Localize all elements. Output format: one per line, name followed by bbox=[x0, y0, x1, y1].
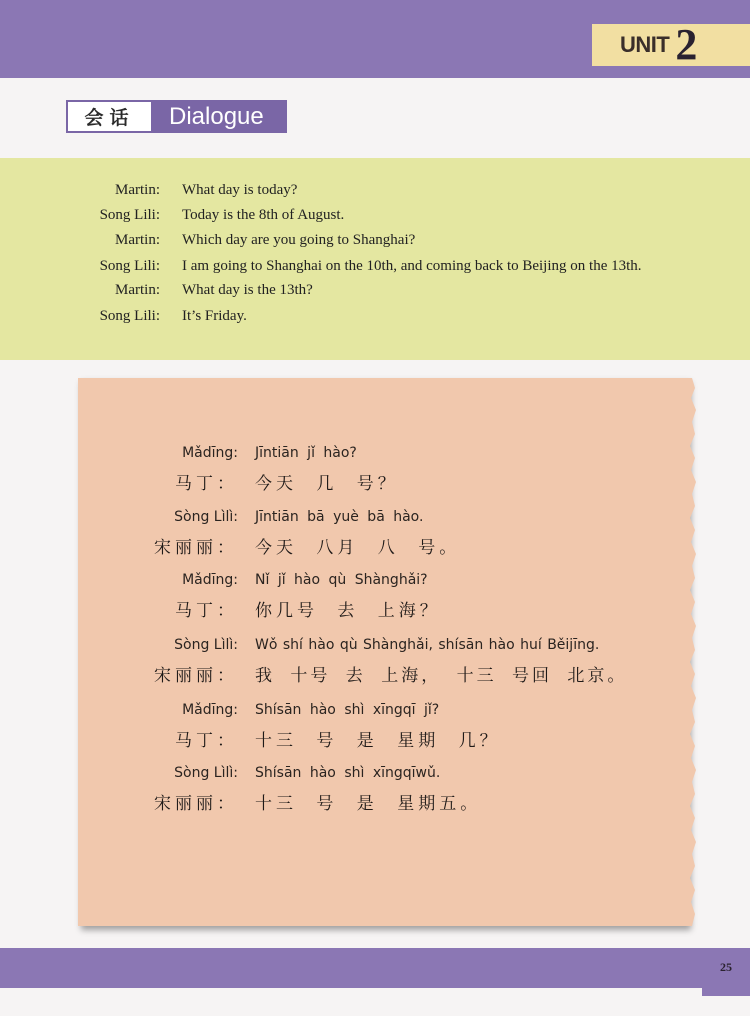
pinyin-speaker: Mǎdīng: bbox=[182, 572, 238, 588]
english-line bbox=[0, 308, 750, 330]
english-speaker: Martin: bbox=[115, 282, 160, 298]
hanzi-speaker: 马丁： bbox=[175, 474, 238, 494]
english-dialogue bbox=[0, 158, 750, 360]
hanzi-speaker: 宋丽丽： bbox=[154, 794, 238, 814]
pinyin-speaker: Sòng Lìlì: bbox=[174, 637, 238, 653]
pinyin-speaker: Sòng Lìlì: bbox=[174, 765, 238, 781]
section-title-english: Dialogue bbox=[153, 100, 287, 133]
english-text: Today is the 8th of August. bbox=[182, 207, 345, 223]
hanzi-speaker: 宋丽丽： bbox=[154, 538, 238, 558]
english-text: What day is the 13th? bbox=[182, 282, 313, 298]
hanzi-speaker: 宋丽丽： bbox=[154, 666, 238, 686]
hanzi-line bbox=[78, 533, 688, 557]
english-speaker: Martin: bbox=[115, 182, 160, 198]
pinyin-line bbox=[78, 637, 688, 661]
pinyin-text: Shísān hào shì xīngqīwǔ. bbox=[255, 765, 441, 781]
english-text: I am going to Shanghai on the 10th, and coming back to Beijing on the 13th. bbox=[182, 258, 642, 274]
pinyin-text: Jīntiān bā yuè bā hào. bbox=[255, 509, 424, 525]
pinyin-line bbox=[78, 572, 688, 596]
hanzi-line bbox=[78, 789, 688, 813]
pinyin-text: Wǒ shí hào qù Shànghǎi, shísān hào huí Běijīng. bbox=[255, 637, 600, 653]
hanzi-line bbox=[78, 469, 688, 493]
pinyin-line bbox=[78, 765, 688, 789]
english-line bbox=[0, 182, 750, 204]
pinyin-text: Nǐ jǐ hào qù Shànghǎi? bbox=[255, 572, 428, 588]
unit-tab bbox=[592, 20, 750, 69]
english-speaker: Song Lili: bbox=[99, 308, 160, 324]
hanzi-text: 十三 号 是 星期五。 bbox=[255, 794, 482, 814]
english-speaker: Martin: bbox=[115, 232, 160, 248]
pinyin-text: Shísān hào shì xīngqī jǐ? bbox=[255, 702, 440, 718]
hanzi-text: 今天 八月 八 号。 bbox=[255, 538, 461, 558]
hanzi-line bbox=[78, 661, 688, 685]
hanzi-text: 我 十号 去 上海， 十三 号回 北京。 bbox=[255, 666, 628, 686]
hanzi-line bbox=[78, 726, 688, 750]
section-title bbox=[66, 100, 287, 133]
pinyin-line bbox=[78, 702, 688, 726]
english-line bbox=[0, 282, 750, 304]
hanzi-speaker: 马丁： bbox=[175, 731, 238, 751]
english-line bbox=[0, 207, 750, 229]
english-speaker: Song Lili: bbox=[99, 258, 160, 274]
section-title-chinese: 会话 bbox=[66, 100, 153, 133]
english-line bbox=[0, 258, 750, 280]
unit-number: 2 bbox=[675, 20, 698, 69]
english-speaker: Song Lili: bbox=[99, 207, 160, 223]
bottom-banner bbox=[0, 948, 750, 988]
pinyin-speaker: Mǎdīng: bbox=[182, 445, 238, 461]
hanzi-line bbox=[78, 596, 688, 620]
chinese-dialogue-card bbox=[78, 378, 688, 926]
page-number: 25 bbox=[702, 956, 750, 996]
unit-label: UNIT bbox=[620, 32, 670, 57]
hanzi-text: 十三 号 是 星期 几？ bbox=[255, 731, 501, 751]
hanzi-text: 今天 几 号？ bbox=[255, 474, 399, 494]
english-text: Which day are you going to Shanghai? bbox=[182, 232, 416, 248]
hanzi-text: 你几号 去 上海？ bbox=[255, 601, 441, 621]
english-line bbox=[0, 232, 750, 254]
pinyin-line bbox=[78, 509, 688, 533]
pinyin-speaker: Sòng Lìlì: bbox=[174, 509, 238, 525]
pinyin-speaker: Mǎdīng: bbox=[182, 702, 238, 718]
english-text: What day is today? bbox=[182, 182, 298, 198]
pinyin-text: Jīntiān jǐ hào? bbox=[255, 445, 357, 461]
english-text: It’s Friday. bbox=[182, 308, 247, 324]
pinyin-line bbox=[78, 445, 688, 469]
hanzi-speaker: 马丁： bbox=[175, 601, 238, 621]
